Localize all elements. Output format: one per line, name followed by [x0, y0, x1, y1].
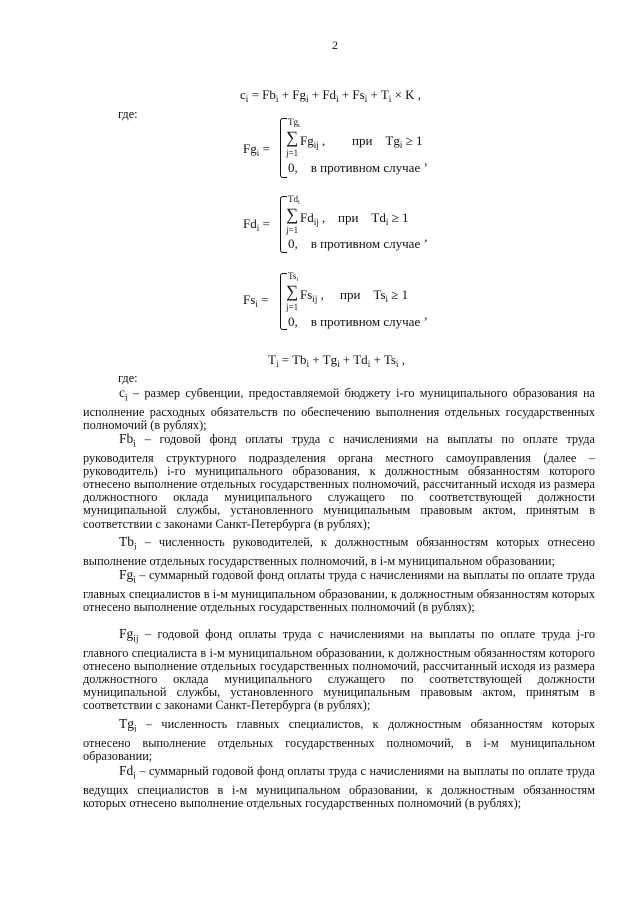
fs-zero: 0, в противном случае ’ — [288, 314, 428, 329]
fg-upper: $Tg_i$ — [288, 117, 300, 130]
definition-tg: $Tg_i$ – численность главных специалистов, к должностным обязанностям которых отнесено выполнение отдельных государственных полномочий, в i-м муниципальном образовании; — [83, 716, 595, 763]
fs-condition: при $Ts_i \ge 1$ — [340, 287, 409, 305]
definition-fb: $Fb_i$ – годовой фонд оплаты труда с начислениями на выплаты по оплате труда руководителя структурного подразделения органа местного самоуправления (далее – руководитель) i-го муниципального образования, к должностным обязанностям которого отнесено выполнение отдельных государственных полномочий, рассчитанный исходя из размера должностного оклада муниципального служащего по соответствующей должности муниципальной службы, установленного муниципальным правовым актом, принятым в соответствии с законами Санкт-Петербурга (в рублях); — [83, 431, 595, 531]
symbol-fb: $Fb_i$ — [119, 431, 136, 450]
definition-fg: $Fg_i$ – суммарный годовой фонд оплаты труда с начислениями на выплаты по оплате труда главных специалистов в i-м муниципальном образовании, к должностным обязанностям которых отнесено выполнение отдельных государственных полномочий (в рублях); — [83, 567, 595, 614]
fg-zero: 0, в противном случае ’ — [288, 160, 428, 175]
symbol-tg: $Tg_i$ — [119, 716, 137, 735]
fd-lower: j=1 — [286, 225, 299, 235]
where-label-1: где: — [118, 107, 138, 121]
symbol-fg: $Fg_i$ — [119, 567, 136, 586]
fg-lhs: $Fg_i$ = — [243, 141, 270, 159]
fd-condition: при $Td_i \ge 1$ — [338, 210, 409, 228]
fd-upper: $Td_i$ — [288, 194, 300, 207]
definition-c: $c_i$ – размер субвенции, предоставляемой бюджету i-го муниципального образования на исполнение расходных обязательств по обеспечению выполнения отдельных государственных полномочий (в рублях); — [83, 385, 596, 432]
fs-lhs: $Fs_i$ = — [243, 292, 269, 310]
fd-zero: 0, в противном случае ’ — [288, 236, 428, 251]
fs-sum-icon: ∑ — [286, 282, 299, 301]
page-number: 2 — [332, 38, 338, 52]
definition-fgij: $Fg_{ij}$ – годовой фонд оплаты труда с начислениями на выплаты по оплате труда j-го главного специалиста в i-м муниципальном образовании, к должностным обязанностям которого отнесено выполнение отдельных государственных полномочий, рассчитанный исходя из размера должностного оклада муниципального служащего по соответствующей должности муниципальной службы, установленного муниципальным правовым актом, принятым в соответствии с законами Санкт-Петербурга (в рублях); — [83, 626, 595, 713]
main-formula: $c_i = Fb_i + Fg_i + Fd_i + Fs_i + T_i \times K$ , — [240, 87, 422, 105]
symbol-c: $c_i$ — [119, 385, 128, 404]
symbol-fd: $Fd_i$ — [119, 763, 136, 782]
fg-sum-term: $Fg_{ij}$ , — [300, 133, 326, 151]
symbol-fgij: $Fg_{ij}$ — [119, 626, 139, 645]
symbol-tb: $Tb_i$ — [119, 534, 137, 553]
definition-fd: $Fd_i$ – суммарный годовой фонд оплаты труда с начислениями на выплаты по оплате труда ведущих специалистов в i-м муниципальном образовании, к должностным обязанностям которых отнесено выполнение отдельных государственных полномочий (в рублях); — [83, 763, 595, 810]
fd-sum-term: $Fd_{ij}$ , — [300, 210, 326, 228]
fs-sum-term: $Fs_{ij}$ , — [300, 287, 324, 305]
fd-lhs: $Fd_i$ = — [243, 216, 270, 234]
t-formula: $T_i = Tb_i + Tg_i + Td_i + Ts_i$ , — [268, 352, 405, 370]
fg-condition: при $Tg_i \ge 1$ — [352, 133, 423, 151]
fd-sum-icon: ∑ — [286, 205, 299, 224]
where-label-2: где: — [118, 371, 138, 385]
fg-lower: j=1 — [286, 148, 299, 158]
fs-upper: $Ts_i$ — [288, 271, 299, 284]
fg-sum-icon: ∑ — [286, 128, 299, 147]
fs-lower: j=1 — [286, 302, 299, 312]
definition-tb: $Tb_i$ – численность руководителей, к должностным обязанностям которых отнесено выполнение отдельных государственных полномочий, в i-м муниципальном образовании; — [83, 534, 596, 568]
formula-c: $c_i$ — [240, 87, 249, 105]
